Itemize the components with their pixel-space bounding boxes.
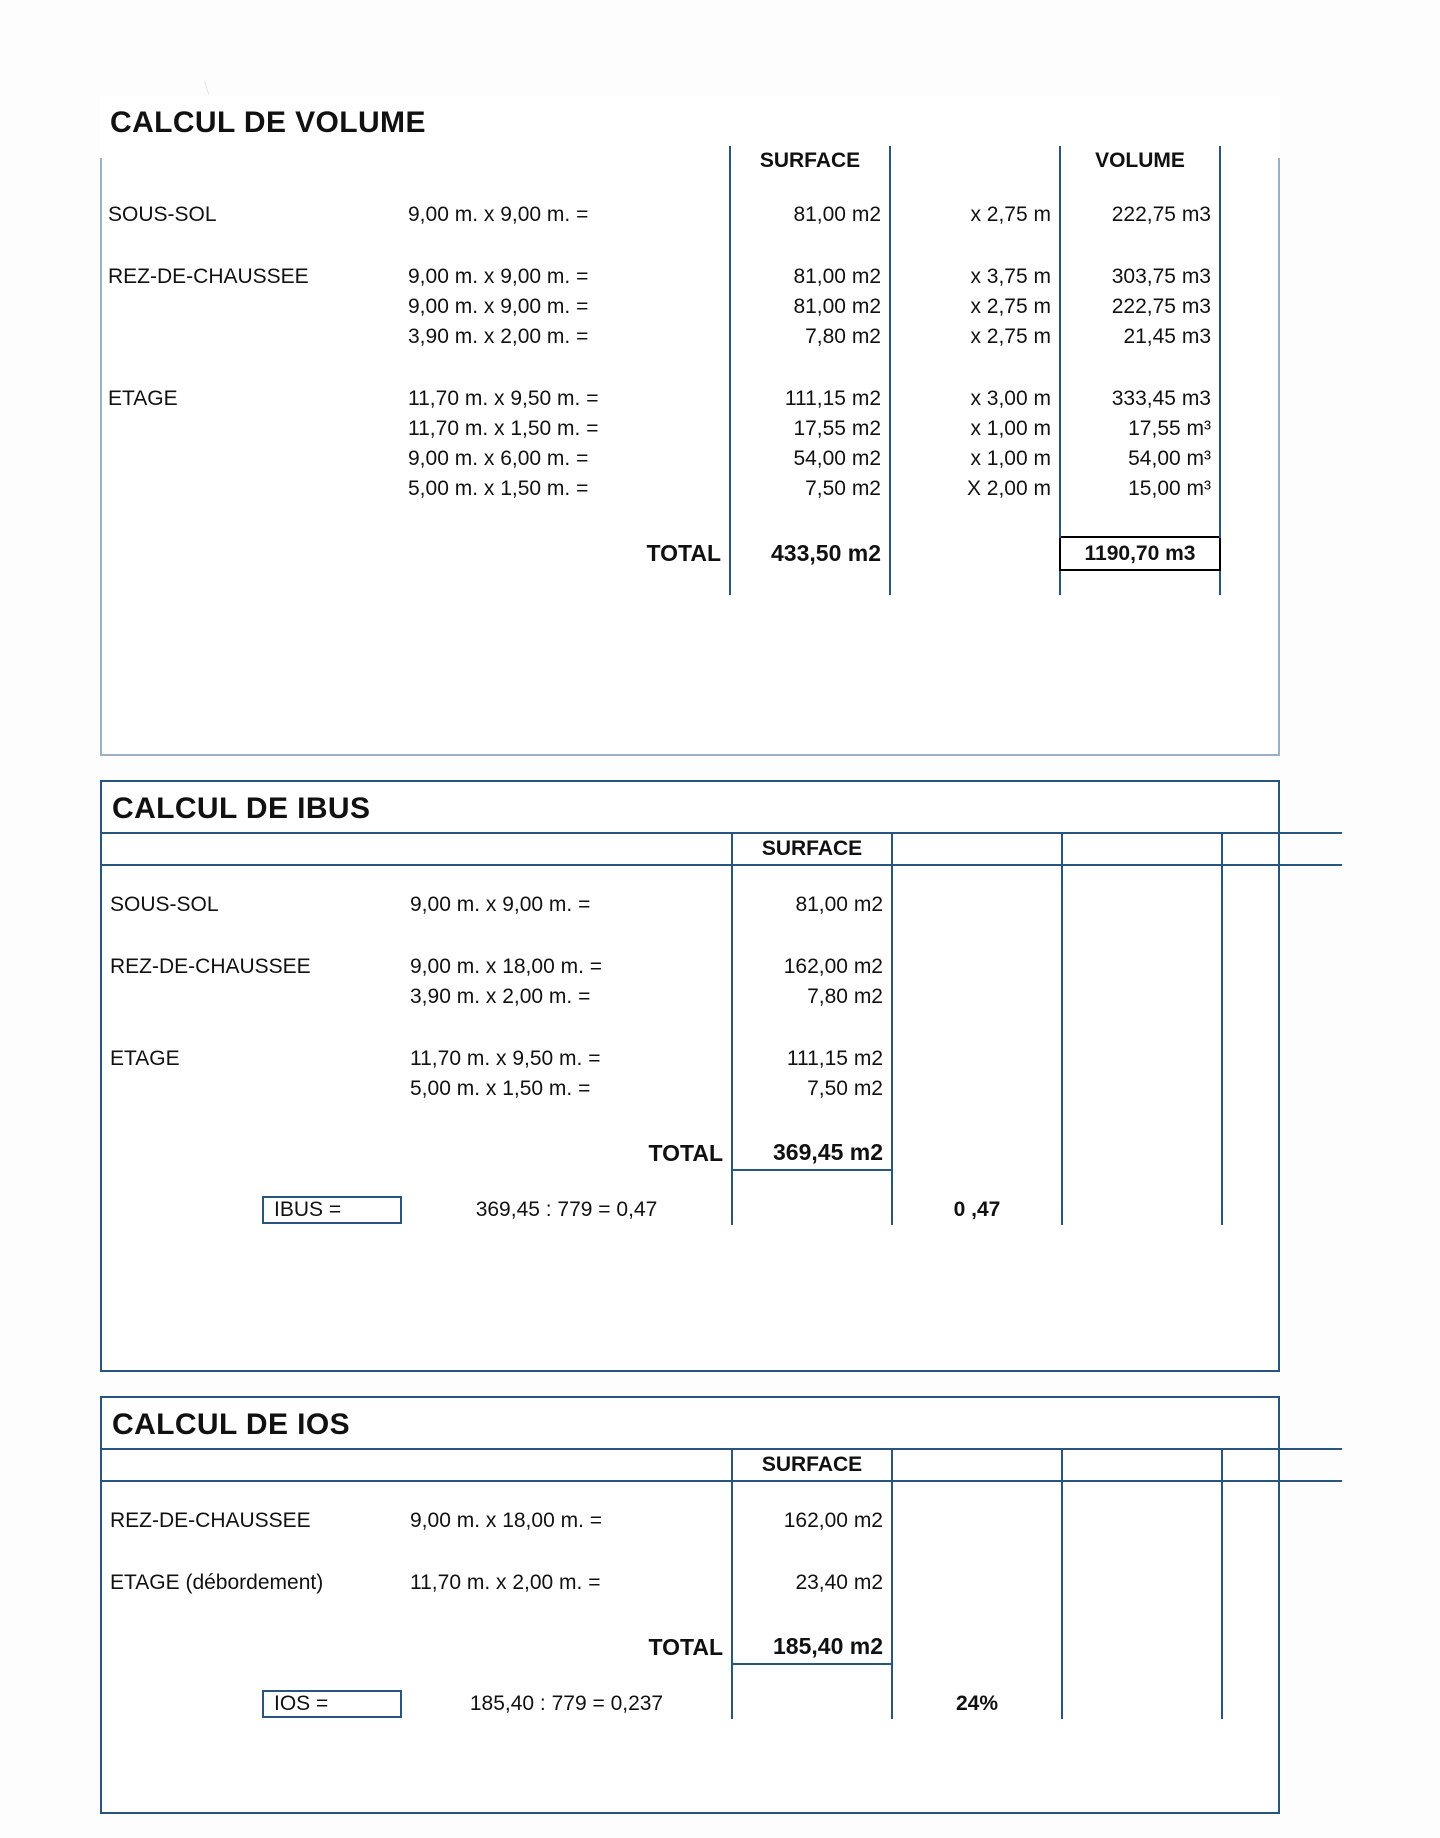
empty-cell <box>892 865 1062 890</box>
empty-cell <box>732 920 892 952</box>
row-surface: 54,00 m2 <box>730 444 890 474</box>
empty-cell <box>892 1598 1062 1630</box>
total-label: TOTAL <box>648 1139 723 1166</box>
row-height: x 3,75 m <box>890 262 1060 292</box>
table-row <box>102 1044 1342 1074</box>
empty-cell <box>100 474 400 504</box>
empty-cell <box>102 1481 402 1506</box>
empty-cell <box>102 920 402 952</box>
ibus-table <box>102 832 1342 1225</box>
empty-cell <box>892 1449 1062 1481</box>
empty-cell <box>1062 920 1222 952</box>
row-formula: 3,90 m. x 2,00 m. = <box>408 325 589 348</box>
empty-cell <box>1062 1044 1222 1074</box>
empty-cell <box>1222 865 1342 890</box>
ios-header-row <box>102 1449 1342 1481</box>
ios-ratio-row <box>102 1689 1342 1719</box>
table-row <box>100 384 1340 414</box>
empty-cell <box>730 176 890 200</box>
volume-table <box>100 146 1340 595</box>
empty-cell <box>892 1136 1062 1170</box>
row-height: x 3,00 m <box>890 384 1060 414</box>
ios-block-title: CALCUL DE IOS <box>112 1408 350 1441</box>
row-surface: 7,80 m2 <box>730 322 890 352</box>
empty-cell <box>400 570 730 595</box>
row-volume: 222,75 m3 <box>1060 292 1220 322</box>
empty-cell <box>102 1195 402 1225</box>
empty-cell <box>892 1481 1062 1506</box>
table-row <box>102 1506 1342 1536</box>
empty-cell <box>102 1104 402 1136</box>
empty-cell <box>102 1136 402 1170</box>
ibus-block-title: CALCUL DE IBUS <box>112 792 371 825</box>
empty-cell <box>1220 352 1340 384</box>
empty-cell <box>1220 504 1340 537</box>
row-formula: 9,00 m. x 9,00 m. = <box>410 893 591 916</box>
empty-cell <box>1220 262 1340 292</box>
empty-cell <box>102 1449 402 1481</box>
ibus-header-row <box>102 833 1342 865</box>
table-row <box>100 322 1340 352</box>
empty-cell <box>1220 176 1340 200</box>
row-volume: 17,55 m³ <box>1060 414 1220 444</box>
row-formula: 11,70 m. x 9,50 m. = <box>408 387 599 410</box>
row-label: REZ-DE-CHAUSSEE <box>110 1509 311 1532</box>
spacer-row <box>100 176 1340 200</box>
row-height: x 2,75 m <box>890 292 1060 322</box>
empty-cell <box>102 1598 402 1630</box>
table-row <box>100 474 1340 504</box>
table-row <box>100 292 1340 322</box>
row-label: ETAGE <box>110 1047 180 1070</box>
empty-cell <box>1060 570 1220 595</box>
empty-cell <box>1062 1506 1222 1536</box>
row-volume: 54,00 m³ <box>1060 444 1220 474</box>
empty-cell <box>1060 230 1220 262</box>
row-surface: 23,40 m2 <box>732 1568 892 1598</box>
empty-cell <box>102 1536 402 1568</box>
empty-cell <box>1222 1044 1342 1074</box>
row-formula: 11,70 m. x 2,00 m. = <box>410 1571 601 1594</box>
empty-cell <box>1220 444 1340 474</box>
empty-cell <box>1062 1689 1222 1719</box>
empty-cell <box>1220 384 1340 414</box>
empty-cell <box>400 230 730 262</box>
empty-cell <box>402 865 732 890</box>
empty-cell <box>1222 1195 1342 1225</box>
empty-cell <box>892 890 1062 920</box>
total-volume-boxed: 1190,70 m3 <box>1060 537 1220 570</box>
row-label: SOUS-SOL <box>108 203 217 226</box>
row-formula: 9,00 m. x 18,00 m. = <box>410 955 603 978</box>
row-height: X 2,00 m <box>890 474 1060 504</box>
row-formula: 9,00 m. x 9,00 m. = <box>408 295 589 318</box>
empty-cell <box>732 1689 892 1719</box>
empty-cell <box>100 504 400 537</box>
table-row <box>102 1568 1342 1598</box>
empty-cell <box>890 504 1060 537</box>
empty-cell <box>1060 352 1220 384</box>
total-surface: 369,45 m2 <box>732 1136 892 1170</box>
ios-ratio-expression: 185,40 : 779 = 0,237 <box>469 1692 664 1715</box>
empty-cell <box>100 414 400 444</box>
empty-cell <box>402 1664 732 1689</box>
empty-cell <box>102 1012 402 1044</box>
volume-surface-header: SURFACE <box>730 146 890 176</box>
empty-cell <box>730 352 890 384</box>
spacer-row <box>102 1664 1342 1689</box>
row-surface: 81,00 m2 <box>730 262 890 292</box>
spacer-row <box>102 1104 1342 1136</box>
empty-cell <box>1220 570 1340 595</box>
ibus-ratio-expression: 369,45 : 779 = 0,47 <box>475 1198 658 1221</box>
empty-cell <box>1222 952 1342 982</box>
empty-cell <box>100 230 400 262</box>
empty-cell <box>890 176 1060 200</box>
empty-cell <box>1220 474 1340 504</box>
row-surface: 81,00 m2 <box>730 200 890 230</box>
empty-cell <box>1222 1170 1342 1195</box>
empty-cell <box>100 176 400 200</box>
empty-cell <box>1220 146 1340 176</box>
empty-cell <box>1222 1536 1342 1568</box>
empty-cell <box>732 1012 892 1044</box>
row-volume: 15,00 m³ <box>1060 474 1220 504</box>
empty-cell <box>892 833 1062 865</box>
empty-cell <box>402 833 732 865</box>
empty-cell <box>402 1536 732 1568</box>
row-surface: 17,55 m2 <box>730 414 890 444</box>
empty-cell <box>1062 1630 1222 1664</box>
empty-cell <box>1062 1074 1222 1104</box>
volume-block <box>100 96 1280 756</box>
empty-cell <box>892 982 1062 1012</box>
empty-cell <box>1060 176 1220 200</box>
ios-ratio-label: IOS = <box>262 1690 402 1718</box>
empty-cell <box>1062 1104 1222 1136</box>
total-label: TOTAL <box>648 1633 723 1660</box>
row-volume: 303,75 m3 <box>1060 262 1220 292</box>
spacer-row <box>102 1481 1342 1506</box>
empty-cell <box>402 920 732 952</box>
ibus-ratio-value: 0 ,47 <box>892 1195 1062 1225</box>
empty-cell <box>100 537 400 570</box>
scan-artifact-tick <box>204 79 215 94</box>
empty-cell <box>1222 833 1342 865</box>
empty-cell <box>1222 1598 1342 1630</box>
empty-cell <box>730 230 890 262</box>
table-row <box>102 890 1342 920</box>
row-formula: 5,00 m. x 1,50 m. = <box>410 1077 591 1100</box>
empty-cell <box>100 444 400 474</box>
row-surface: 162,00 m2 <box>732 952 892 982</box>
empty-cell <box>892 1012 1062 1044</box>
row-formula: 11,70 m. x 1,50 m. = <box>408 417 599 440</box>
row-label: SOUS-SOL <box>110 893 219 916</box>
spacer-row <box>102 1598 1342 1630</box>
empty-cell <box>1222 1481 1342 1506</box>
empty-cell <box>1062 890 1222 920</box>
table-row <box>100 262 1340 292</box>
empty-cell <box>890 230 1060 262</box>
empty-cell <box>1062 952 1222 982</box>
empty-cell <box>100 146 400 176</box>
row-surface: 7,50 m2 <box>730 474 890 504</box>
table-row <box>102 1074 1342 1104</box>
empty-cell <box>400 352 730 384</box>
spacer-row <box>100 352 1340 384</box>
empty-cell <box>100 352 400 384</box>
row-surface: 81,00 m2 <box>730 292 890 322</box>
empty-cell <box>400 504 730 537</box>
volume-header-row <box>100 146 1340 176</box>
empty-cell <box>890 352 1060 384</box>
empty-cell <box>402 1012 732 1044</box>
empty-cell <box>732 1170 892 1195</box>
empty-cell <box>892 1044 1062 1074</box>
empty-cell <box>892 920 1062 952</box>
empty-cell <box>1222 1074 1342 1104</box>
row-height: x 2,75 m <box>890 322 1060 352</box>
ios-table <box>102 1448 1342 1719</box>
row-height: x 1,00 m <box>890 414 1060 444</box>
row-volume: 21,45 m3 <box>1060 322 1220 352</box>
empty-cell <box>1220 322 1340 352</box>
empty-cell <box>892 1568 1062 1598</box>
empty-cell <box>1062 1012 1222 1044</box>
table-row <box>102 952 1342 982</box>
ios-total-row <box>102 1630 1342 1664</box>
empty-cell <box>102 1074 402 1104</box>
empty-cell <box>402 1481 732 1506</box>
total-surface: 433,50 m2 <box>730 537 890 570</box>
empty-cell <box>732 1481 892 1506</box>
row-height: x 2,75 m <box>890 200 1060 230</box>
ibus-total-row <box>102 1136 1342 1170</box>
empty-cell <box>892 1664 1062 1689</box>
empty-cell <box>1062 833 1222 865</box>
empty-cell <box>100 570 400 595</box>
empty-cell <box>1222 890 1342 920</box>
row-surface: 111,15 m2 <box>732 1044 892 1074</box>
row-formula: 9,00 m. x 9,00 m. = <box>408 203 589 226</box>
row-formula: 9,00 m. x 6,00 m. = <box>408 447 589 470</box>
row-surface: 162,00 m2 <box>732 1506 892 1536</box>
empty-cell <box>402 1170 732 1195</box>
empty-cell <box>402 1104 732 1136</box>
empty-cell <box>732 1195 892 1225</box>
empty-cell <box>1060 504 1220 537</box>
row-height: x 1,00 m <box>890 444 1060 474</box>
empty-cell <box>400 146 730 176</box>
empty-cell <box>1062 982 1222 1012</box>
empty-cell <box>1222 1449 1342 1481</box>
row-formula: 5,00 m. x 1,50 m. = <box>408 477 589 500</box>
empty-cell <box>1062 1136 1222 1170</box>
table-row <box>102 982 1342 1012</box>
empty-cell <box>890 570 1060 595</box>
empty-cell <box>102 982 402 1012</box>
empty-cell <box>1220 200 1340 230</box>
row-label: REZ-DE-CHAUSSEE <box>108 265 309 288</box>
empty-cell <box>1062 1664 1222 1689</box>
empty-cell <box>732 1536 892 1568</box>
row-formula: 9,00 m. x 9,00 m. = <box>408 265 589 288</box>
spacer-row <box>100 570 1340 595</box>
spacer-row <box>100 230 1340 262</box>
empty-cell <box>890 146 1060 176</box>
empty-cell <box>1222 1664 1342 1689</box>
empty-cell <box>102 1664 402 1689</box>
empty-cell <box>1062 865 1222 890</box>
empty-cell <box>1220 537 1340 570</box>
total-surface: 185,40 m2 <box>732 1630 892 1664</box>
empty-cell <box>1062 1449 1222 1481</box>
empty-cell <box>730 570 890 595</box>
volume-volume-header: VOLUME <box>1060 146 1220 176</box>
empty-cell <box>1220 230 1340 262</box>
row-formula: 9,00 m. x 18,00 m. = <box>410 1509 603 1532</box>
empty-cell <box>100 322 400 352</box>
empty-cell <box>1222 1630 1342 1664</box>
row-formula: 3,90 m. x 2,00 m. = <box>410 985 591 1008</box>
empty-cell <box>402 1449 732 1481</box>
ios-ratio-value: 24% <box>892 1689 1062 1719</box>
empty-cell <box>730 504 890 537</box>
spacer-row <box>102 920 1342 952</box>
empty-cell <box>1062 1481 1222 1506</box>
row-label: ETAGE (débordement) <box>110 1571 324 1594</box>
empty-cell <box>890 537 1060 570</box>
ibus-surface-header: SURFACE <box>732 833 892 865</box>
empty-cell <box>892 1630 1062 1664</box>
empty-cell <box>1220 292 1340 322</box>
empty-cell <box>400 176 730 200</box>
empty-cell <box>1062 1536 1222 1568</box>
empty-cell <box>892 1170 1062 1195</box>
empty-cell <box>1222 1012 1342 1044</box>
spacer-row <box>102 1170 1342 1195</box>
ibus-ratio-label: IBUS = <box>262 1196 402 1224</box>
row-formula: 11,70 m. x 9,50 m. = <box>410 1047 601 1070</box>
empty-cell <box>102 833 402 865</box>
row-label: REZ-DE-CHAUSSEE <box>110 955 311 978</box>
empty-cell <box>1222 1689 1342 1719</box>
empty-cell <box>892 952 1062 982</box>
empty-cell <box>1222 1104 1342 1136</box>
empty-cell <box>1222 982 1342 1012</box>
row-surface: 81,00 m2 <box>732 890 892 920</box>
spacer-row <box>100 504 1340 537</box>
ios-surface-header: SURFACE <box>732 1449 892 1481</box>
empty-cell <box>1222 1568 1342 1598</box>
row-surface: 111,15 m2 <box>730 384 890 414</box>
empty-cell <box>402 1598 732 1630</box>
empty-cell <box>102 865 402 890</box>
table-row <box>100 414 1340 444</box>
row-surface: 7,80 m2 <box>732 982 892 1012</box>
row-surface: 7,50 m2 <box>732 1074 892 1104</box>
empty-cell <box>892 1506 1062 1536</box>
empty-cell <box>892 1074 1062 1104</box>
empty-cell <box>102 1689 402 1719</box>
table-row <box>100 444 1340 474</box>
ibus-ratio-row <box>102 1195 1342 1225</box>
empty-cell <box>1220 414 1340 444</box>
empty-cell <box>102 1170 402 1195</box>
empty-cell <box>1222 920 1342 952</box>
volume-total-row <box>100 537 1340 570</box>
spacer-row <box>102 865 1342 890</box>
spacer-row <box>102 1012 1342 1044</box>
row-label: ETAGE <box>108 387 178 410</box>
empty-cell <box>892 1104 1062 1136</box>
empty-cell <box>732 865 892 890</box>
row-volume: 222,75 m3 <box>1060 200 1220 230</box>
empty-cell <box>1062 1598 1222 1630</box>
empty-cell <box>732 1664 892 1689</box>
empty-cell <box>102 1630 402 1664</box>
table-row <box>100 200 1340 230</box>
empty-cell <box>1062 1568 1222 1598</box>
empty-cell <box>732 1598 892 1630</box>
total-label: TOTAL <box>646 540 721 566</box>
empty-cell <box>1222 1136 1342 1170</box>
empty-cell <box>1062 1170 1222 1195</box>
empty-cell <box>892 1536 1062 1568</box>
row-volume: 333,45 m3 <box>1060 384 1220 414</box>
empty-cell <box>732 1104 892 1136</box>
empty-cell <box>1222 1506 1342 1536</box>
spacer-row <box>102 1536 1342 1568</box>
volume-block-title: CALCUL DE VOLUME <box>110 106 426 139</box>
ios-block <box>100 1396 1280 1814</box>
empty-cell <box>1062 1195 1222 1225</box>
ibus-block <box>100 780 1280 1372</box>
empty-cell <box>100 292 400 322</box>
